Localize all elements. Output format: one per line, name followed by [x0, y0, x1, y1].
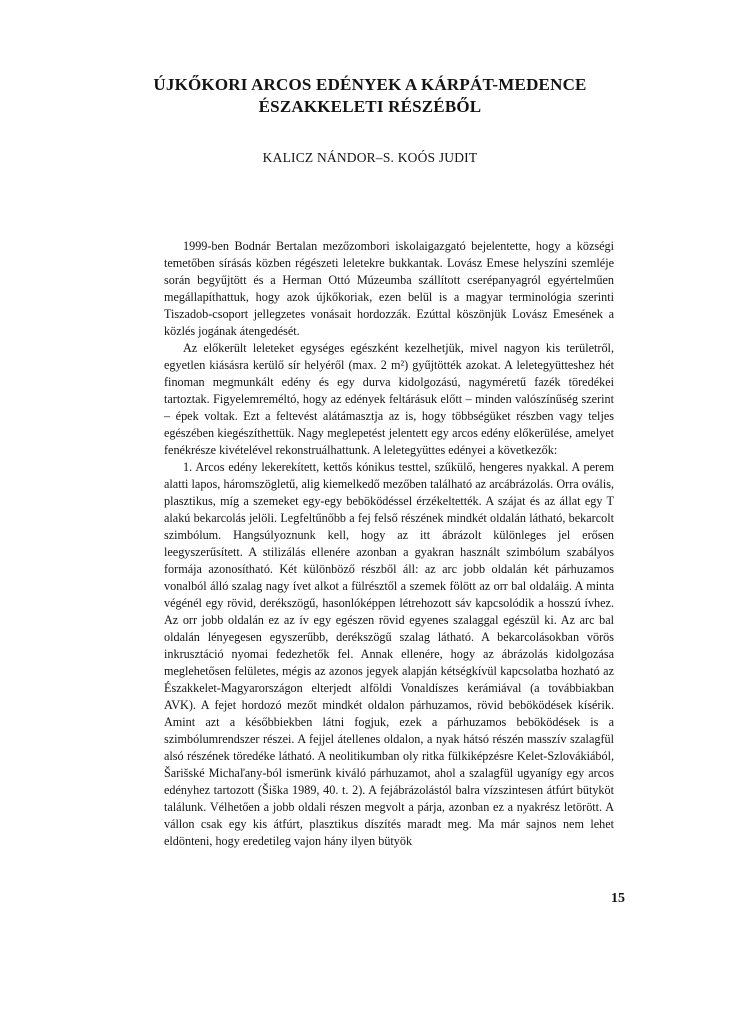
- article-title-line1: ÚJKŐKORI ARCOS EDÉNYEK A KÁRPÁT-MEDENCE: [153, 75, 587, 94]
- article-title-line2: ÉSZAKKELETI RÉSZÉBŐL: [258, 97, 482, 116]
- article-body: [164, 238, 614, 850]
- paragraph: 1. Arcos edény lekerekített, kettős kónikus testtel, szűkülő, hengeres nyakkal. A perem alatti lapos, háromszögletű, alig kiemelkedő mezőben található az arcábrázolás. Orra ovális, plasztikus, míg a szemeket egy-egy beböködéssel érzékeltették. A szájat és az állat egy T alakú bekarcolás jelöli. Legfeltűnőbb a fej felső részének mindkét oldalán látható, bekarcolt szimbólum. Hangsúlyoznunk kell, hogy az itt ábrázolt különleges jel erősen leegyszerűsített. A stilizálás ellenére azonban a gyakran használt szimbólum szabályos formája azonosítható. Két különböző részből áll: az arc jobb oldalán két párhuzamos vonalból álló szalag nagy ívet alkot a fülrésztől a szemek fölött az orr bal oldaláig. A minta végénél egy rövid, derékszögű, hasonlóképpen létrehozott sáv kapcsolódik a hosszú ívhez. Az orr jobb oldalán ez az ív egy egészen rövid egyenes szalaggal egészül ki. Az arc bal oldalán lényegesen egyszerűbb, derékszögű szalag látható. A bekarcolásokban vörös inkrusztáció nyomai fedezhetők fel. Annak ellenére, hogy az ábrázolás kidolgozása meglehetősen felületes, mégis az azonos jegyek alapján kétségkívül kapcsolatba hozható az Északkelet-Magyarországon elterjedt alföldi Vonaldíszes kerámiával (a továbbiakban AVK). A fejet hordozó mezőt mindkét oldalon párhuzamos, rövid beböködések kísérik. Amint azt a későbbiekben látni fogjuk, ezek a párhuzamos beböködések is a szimbólumrendszer részei. A fejjel átellenes oldalon, a nyak hátsó részén masszív szalagfül alsó részének töredéke látható. A neolitikumban oly ritka fülkiképzésre Kelet-Szlovákiából, Šarišské Michaľany-ból ismerünk kiváló párhuzamot, ahol a szalagfül ugyanígy egy arcos edényhez tartozott (Šiška 1989, 40. t. 2). A fejábrázolástól balra vízszintesen átfúrt bütyköt találunk. Vélhetően a jobb oldali részen megvolt a párja, azonban ez a nyakrész letörött. A vállon csak egy kis átfúrt, plasztikus díszítés maradt meg. Ma már sajnos nem lehet eldönteni, hogy eredetileg vajon hány ilyen bütyök: [164, 460, 614, 848]
- paragraph: 1999-ben Bodnár Bertalan mezőzombori iskolaigazgató bejelentette, hogy a községi temetőben sírásás közben régészeti leletekre bukkantak. Lovász Emese helyszíni szemléje során begyűjtött és a Herman Ottó Múzeumba szállított cserépanyagról egyértelműen megállapíthattuk, hogy azok újkőkoriak, ezen belül is a magyar terminológia szerinti Tiszadob-csoport jellegzetes vonásait hordozzák. Ezúttal köszönjük Lovász Emesének a közlés jogának átengedését.: [164, 239, 614, 338]
- page-number: 15: [611, 891, 625, 906]
- article-authors: KALICZ NÁNDOR–S. KOÓS JUDIT: [262, 150, 478, 165]
- paragraph: Az előkerült leleteket egységes egészként kezelhetjük, mivel nagyon kis területről, egyetlen kiásásra kerülő sír helyéről (max. 2 m²) gyűjtötték azokat. A leletegyütteshez hét finoman megmunkált edény és egy durva kidolgozású, nagyméretű fazék töredékei tartoztak. Figyelemreméltó, hogy az edények feltárásuk előtt – minden valószínűség szerint – épek voltak. Ezt a feltevést alátámasztja az is, hogy többségüket részben vagy teljes egészében kiegészíthettük. Nagy meglepetést jelentett egy arcos edény előkerülése, amelyet fenékrésze kivételével rekonstruálhattunk. A leletegyüttes edényei a következők:: [164, 341, 614, 457]
